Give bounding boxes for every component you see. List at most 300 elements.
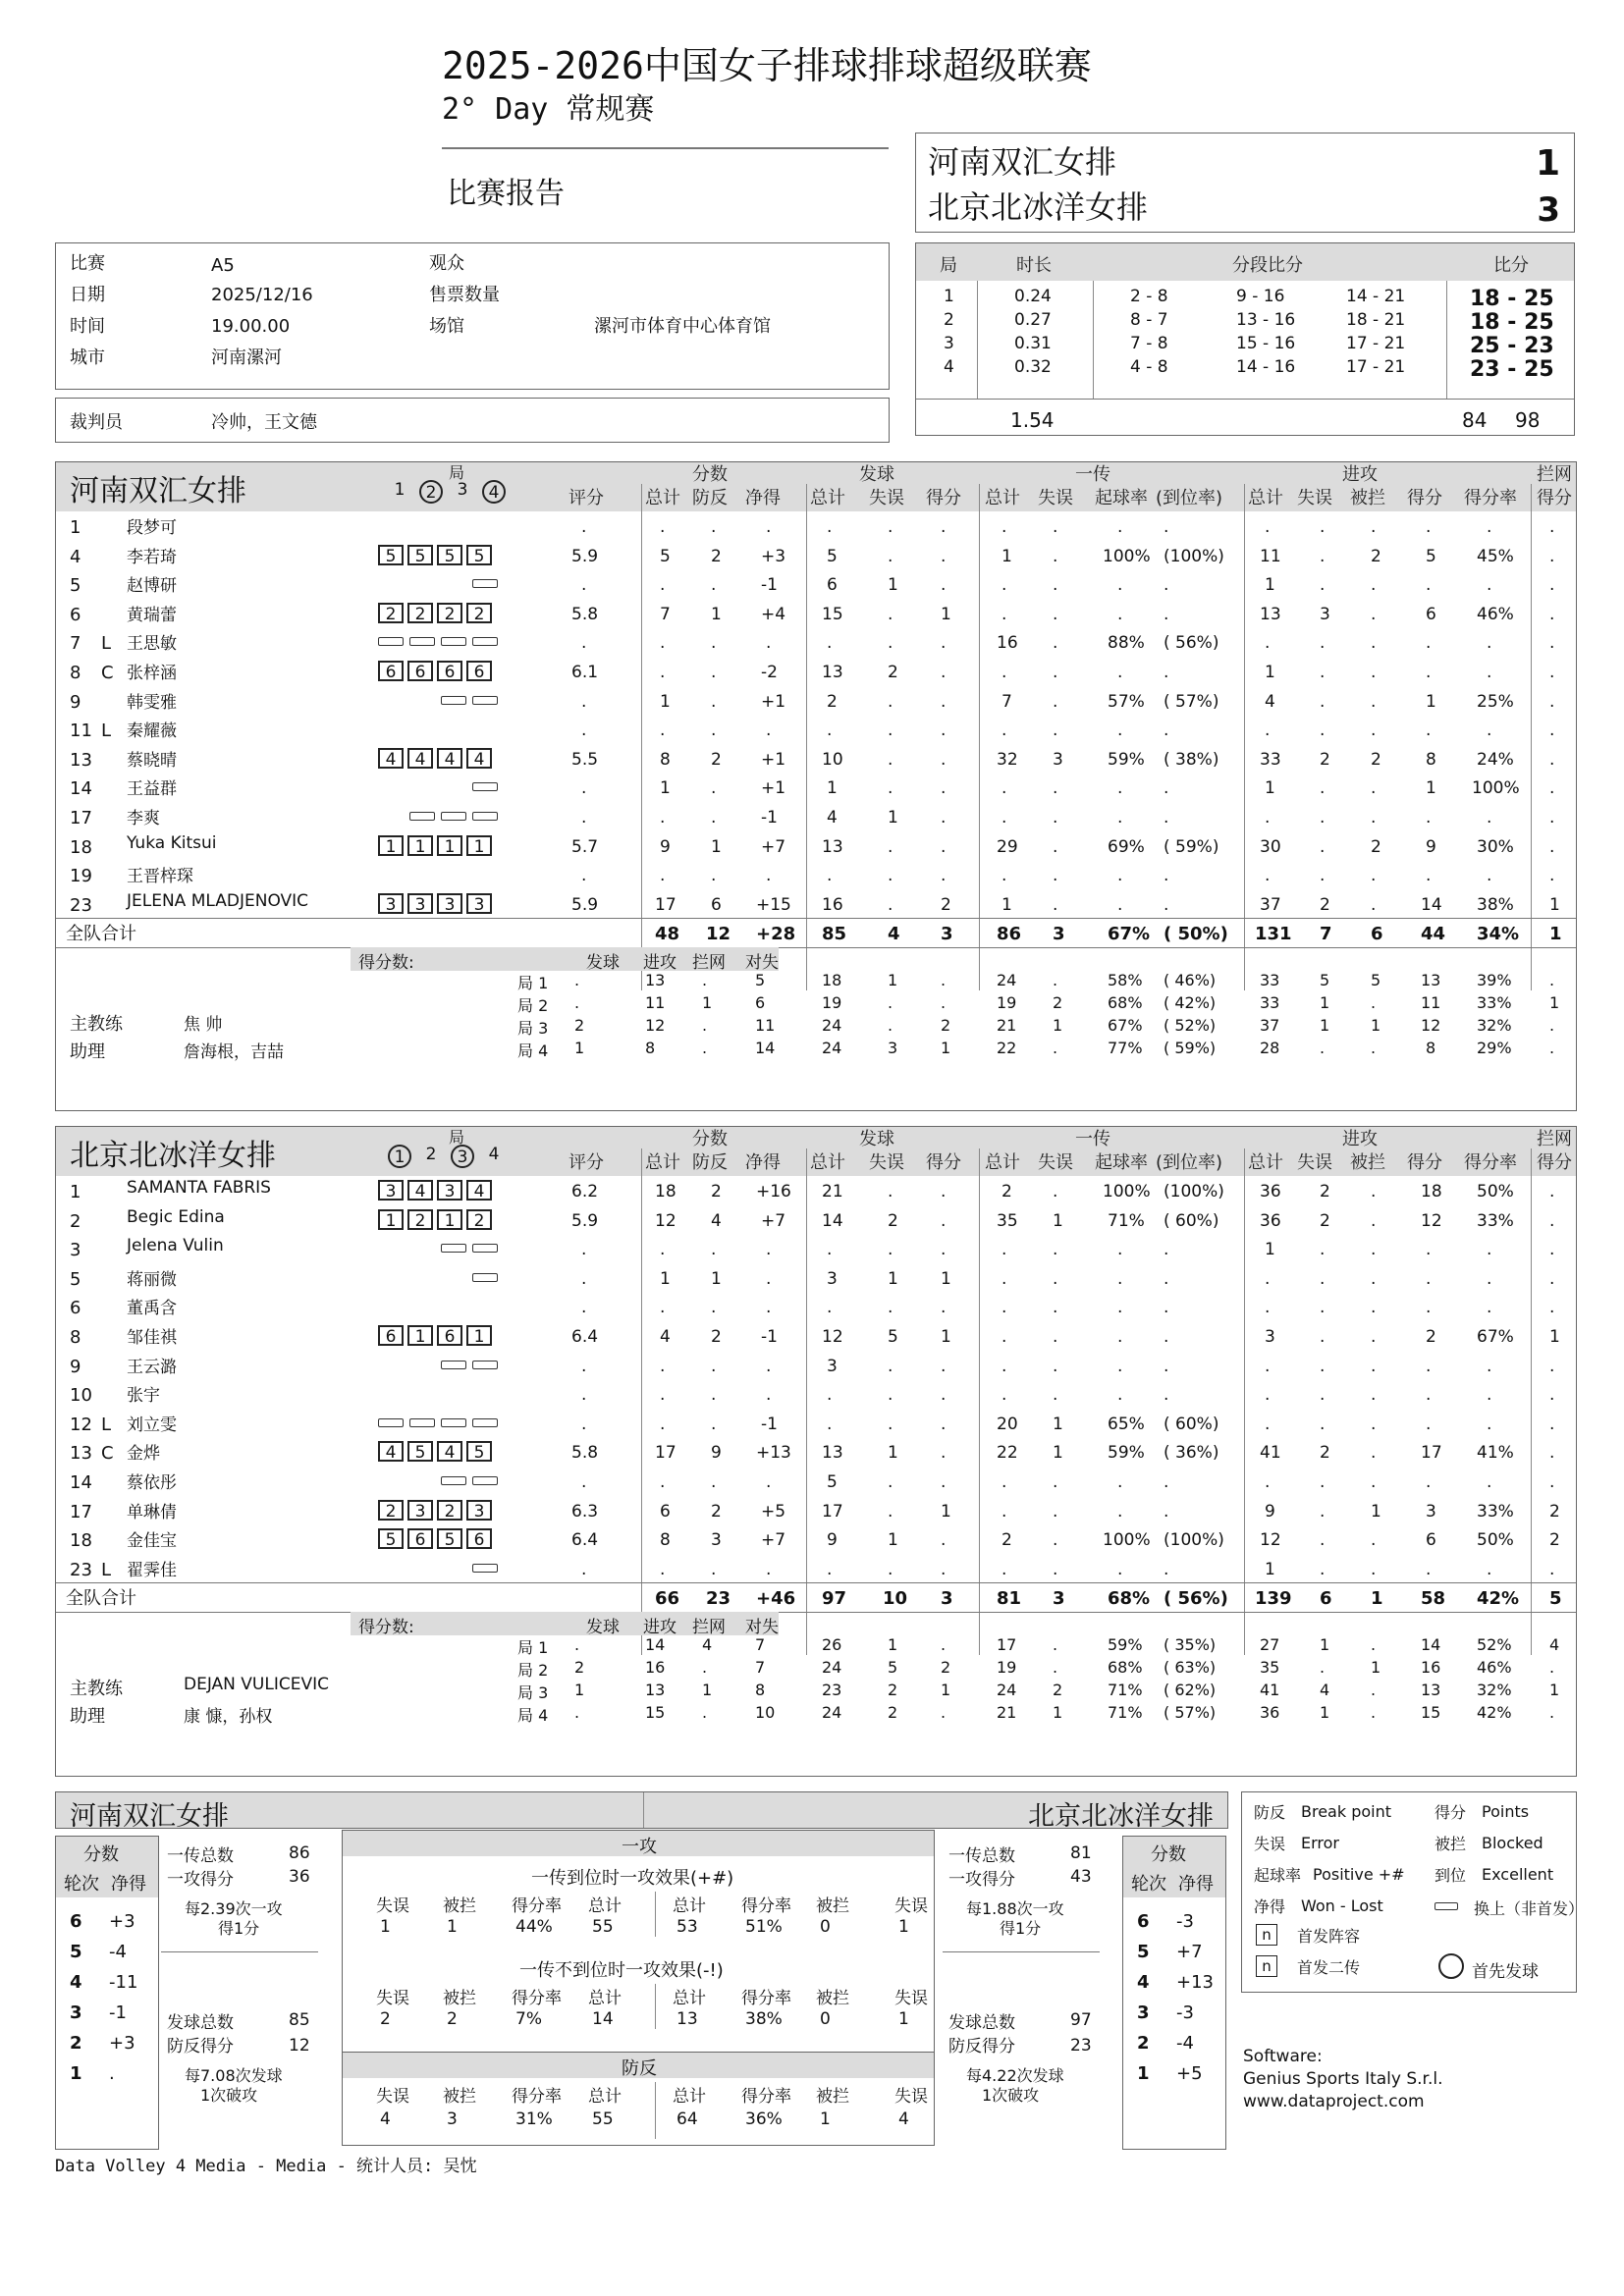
stat-a-pct: . — [1487, 517, 1492, 537]
stat-s-err: . — [888, 604, 893, 624]
stat-a-blo: 1 — [1371, 1501, 1381, 1522]
set-position-box: 1 — [407, 835, 433, 856]
stat-bp: . — [711, 633, 717, 654]
stat-r-tot: . — [1001, 778, 1007, 799]
stat-s-err: . — [888, 1501, 893, 1522]
stat-tot: 4 — [660, 1327, 671, 1347]
substitution-marks — [378, 637, 498, 646]
stat-a-blo: . — [1371, 1530, 1377, 1551]
stat-r-tot: . — [1001, 1501, 1007, 1522]
stat-a-blo: . — [1371, 1327, 1377, 1347]
set-partial-3: 17 - 21 — [1346, 334, 1406, 353]
software-url[interactable]: www.dataproject.com — [1243, 2092, 1425, 2111]
per-set-r-pos: 71% — [1108, 1681, 1143, 1700]
fa-points-value: 43 — [1070, 1867, 1092, 1887]
bp-points-value: 12 — [289, 2036, 310, 2056]
team-total-bp: 12 — [706, 924, 731, 945]
legend-term: 起球率 — [1254, 1866, 1302, 1885]
sets-table — [915, 242, 1575, 436]
stat-s-tot: 13 — [822, 1443, 843, 1464]
column-header-bp: 防反 — [692, 1152, 728, 1173]
player-number: 17 — [70, 1501, 92, 1522]
per-set-a-err: . — [1320, 1658, 1326, 1678]
stat-a-tot: . — [1265, 721, 1271, 741]
set-position-box: 4 — [378, 1441, 404, 1462]
team-total-label: 全队合计 — [66, 924, 136, 945]
stat-s-tot: 21 — [822, 1182, 843, 1201]
column-header-r-exc: (到位率) — [1156, 488, 1223, 508]
stat-tot: 18 — [655, 1182, 677, 1201]
stat-a-pct: . — [1487, 866, 1492, 886]
stat-a-pct: 38% — [1477, 894, 1514, 915]
stat-s-err: 1 — [888, 1443, 898, 1464]
team-name: 北京北冰洋女排 — [70, 1139, 276, 1173]
stat-s-err: . — [888, 1240, 893, 1260]
first-attack-col-header: 得分率 — [512, 1989, 562, 2008]
stat-bp: 6 — [711, 894, 722, 915]
per-set-a-pts: 15 — [1421, 1703, 1441, 1723]
player-number: 10 — [70, 1385, 92, 1407]
bad-reception-value: 13 — [677, 2009, 698, 2029]
stat-bp: 1 — [711, 604, 722, 624]
stat-r-pos: . — [1117, 1240, 1123, 1260]
set-number: 3 — [944, 334, 954, 353]
stat-wl: . — [766, 721, 772, 741]
set-partial-2: 13 - 16 — [1236, 310, 1296, 330]
rotation-title: 分数 — [1151, 1844, 1186, 1865]
attack-group-header: 进攻 — [1342, 464, 1378, 485]
away-efficiency-panel — [943, 1836, 1100, 2130]
column-header-a-pts: 得分 — [1407, 1152, 1442, 1173]
stat-b-pts: . — [1549, 749, 1555, 770]
stat-r-err: . — [1053, 575, 1058, 596]
stat-bp: 2 — [711, 1327, 722, 1347]
stat-s-err: 1 — [888, 575, 898, 596]
stat-b-pts: . — [1549, 836, 1555, 857]
stat-r-tot: . — [1001, 1385, 1007, 1406]
stat-rate: . — [581, 778, 587, 799]
stat-s-tot: . — [827, 633, 833, 654]
substitution-mark — [409, 1418, 435, 1427]
stat-r-err: . — [1053, 1240, 1058, 1260]
stat-bp: . — [711, 1559, 717, 1579]
stat-r-exc: ( 60%) — [1164, 1210, 1219, 1231]
first-serve-label: 首先发球 — [1472, 1962, 1539, 1982]
stat-s-tot: 3 — [827, 1268, 838, 1289]
stat-r-err: . — [1053, 633, 1058, 654]
stat-a-pct: 46% — [1477, 604, 1514, 624]
per-set-a-err: 1 — [1320, 1635, 1330, 1655]
set-number-header: 2 — [419, 480, 443, 504]
team-total-label: 全队合计 — [66, 1588, 136, 1610]
stat-a-tot: . — [1265, 1298, 1271, 1318]
per-set-r-tot: 21 — [997, 1703, 1017, 1723]
stat-rate: . — [581, 1559, 587, 1579]
fa-note: 每1.88次一攻 — [966, 1899, 1064, 1918]
stat-r-exc: . — [1164, 1559, 1169, 1579]
first-attack-col-header: 被拦 — [443, 1989, 476, 2008]
stat-r-pos: 88% — [1108, 633, 1145, 654]
player-name: 邹佳祺 — [127, 1328, 177, 1348]
per-set-r-tot: 19 — [997, 1658, 1017, 1678]
set-position-box: 6 — [378, 1325, 404, 1346]
column-header-r-err: 失误 — [1038, 1152, 1073, 1173]
stat-wl: +1 — [761, 778, 786, 799]
stat-s-pts: 1 — [941, 1327, 951, 1347]
player-row — [56, 686, 1576, 716]
start-setter-label: 首发二传 — [1297, 1958, 1361, 1977]
break-point-divider — [655, 2082, 656, 2139]
per-set-block: . — [702, 1039, 708, 1058]
substitution-mark — [441, 1418, 466, 1427]
totals-separator — [56, 1582, 1576, 1583]
team-total-r-tot: 81 — [997, 1588, 1022, 1610]
rotation-net: -1 — [109, 2002, 127, 2023]
legend-meaning: Positive +# — [1313, 1865, 1405, 1884]
team-total-b-pts: 5 — [1549, 1588, 1562, 1610]
stat-wl: +15 — [756, 894, 791, 915]
stat-rate: . — [581, 575, 587, 596]
stat-r-pos: . — [1117, 1327, 1123, 1347]
fa-note: 得1分 — [1000, 1919, 1042, 1938]
player-row — [56, 1351, 1576, 1380]
away-team-name: 北京北冰洋女排 — [928, 188, 1149, 226]
player-number: 9 — [70, 1356, 81, 1377]
stat-r-pos: . — [1117, 778, 1123, 799]
stat-r-err: . — [1053, 866, 1058, 886]
substitution-marks — [441, 696, 498, 705]
column-header-r-pos: 起球率 — [1095, 488, 1148, 508]
city-label: 城市 — [70, 347, 105, 368]
stat-a-blo: . — [1371, 1182, 1377, 1201]
per-set-a-blo: 5 — [1371, 971, 1381, 990]
per-set-r-err: 2 — [1053, 1681, 1063, 1700]
stat-a-pct: . — [1487, 663, 1492, 682]
stat-r-err: . — [1053, 1530, 1058, 1551]
rotation-net: -4 — [109, 1942, 127, 1962]
break-point-col-header: 失误 — [376, 2087, 409, 2107]
stat-tot: . — [660, 721, 666, 741]
team-total-s-tot: 85 — [822, 924, 847, 945]
stat-a-tot: 37 — [1260, 894, 1281, 915]
set-lineup-boxes — [378, 1209, 492, 1230]
stat-r-exc: . — [1164, 1356, 1169, 1376]
stat-r-pos: . — [1117, 1385, 1123, 1406]
stat-a-err: . — [1320, 1385, 1326, 1406]
stat-s-pts: . — [941, 663, 947, 682]
legend-meaning: 换上（非首发） — [1474, 1899, 1585, 1918]
stat-a-pct: 25% — [1477, 691, 1514, 712]
break-point-col-header: 总计 — [673, 2087, 706, 2107]
stat-s-pts: . — [941, 517, 947, 537]
stat-b-pts: . — [1549, 1559, 1555, 1579]
points-group-header: 分数 — [692, 464, 728, 485]
stat-bp: . — [711, 778, 717, 799]
stat-s-tot: 6 — [827, 575, 838, 596]
player-number: 14 — [70, 1472, 92, 1493]
stat-s-tot: . — [827, 517, 833, 537]
stat-a-blo: . — [1371, 663, 1377, 682]
set-position-box: 4 — [437, 1441, 462, 1462]
first-attack-col-header: 被拦 — [816, 1989, 849, 2008]
stat-s-pts: 2 — [941, 894, 951, 915]
per-set-a-tot: 35 — [1260, 1658, 1280, 1678]
per-set-block: . — [702, 971, 708, 990]
stat-a-pts: . — [1426, 1559, 1432, 1579]
per-set-s-tot: 24 — [822, 1039, 842, 1058]
set-number: 2 — [944, 310, 954, 330]
per-set-s-err: 1 — [888, 1635, 898, 1655]
stat-wl: +13 — [756, 1443, 791, 1464]
stat-r-err: 1 — [1053, 1414, 1063, 1434]
substitution-marks — [441, 1244, 498, 1253]
per-set-a-pct: 32% — [1477, 1681, 1512, 1700]
stat-a-pct: 41% — [1477, 1443, 1514, 1464]
stat-r-err: 1 — [1053, 1443, 1063, 1464]
stat-a-pts: 1 — [1426, 778, 1436, 799]
first-attack-col-header: 失误 — [894, 1896, 928, 1916]
break-point-value: 4 — [898, 2109, 909, 2129]
per-set-r-tot: 22 — [997, 1039, 1017, 1058]
column-header-r-pos: 起球率 — [1095, 1152, 1148, 1173]
per-set-a-pts: 13 — [1421, 971, 1441, 990]
set-lineup-boxes — [378, 1441, 492, 1462]
substitution-mark — [472, 1418, 498, 1427]
stat-rate: . — [581, 808, 587, 828]
fa-note: 得1分 — [218, 1919, 260, 1938]
player-name: 张梓涵 — [127, 664, 177, 683]
rotation-number: 5 — [1137, 1942, 1150, 1962]
good-reception-value: 55 — [592, 1917, 614, 1937]
rotation-col-header: 净得 — [111, 1874, 146, 1895]
legend-term: 得分 — [1435, 1803, 1467, 1822]
date-label: 日期 — [70, 285, 105, 305]
per-set-a-blo: 1 — [1371, 1658, 1381, 1678]
stat-bp: 2 — [711, 546, 722, 566]
per-set-r-err: . — [1053, 1039, 1058, 1058]
stat-a-blo: . — [1371, 1472, 1377, 1492]
set-position-box: 2 — [466, 603, 492, 623]
substitution-mark — [441, 1476, 466, 1485]
stat-a-pts: 5 — [1426, 546, 1436, 566]
stat-wl: -1 — [761, 1327, 778, 1347]
per-set-s-tot: 24 — [822, 1703, 842, 1723]
set-position-box: 6 — [378, 661, 404, 681]
stat-wl: +3 — [761, 546, 786, 566]
bad-reception-value: 14 — [592, 2009, 614, 2029]
per-set-r-pos: 58% — [1108, 971, 1143, 990]
player-number: 23 — [70, 894, 92, 916]
team-total-a-tot: 139 — [1255, 1588, 1292, 1610]
reception-group-header: 一传 — [1075, 1129, 1110, 1149]
stat-r-pos: . — [1117, 1501, 1123, 1522]
stat-a-tot: . — [1265, 517, 1271, 537]
stat-rate: 6.4 — [571, 1327, 599, 1347]
stat-a-pct: 100% — [1472, 778, 1520, 799]
per-set-serve: . — [574, 971, 580, 990]
stat-a-pct: 67% — [1477, 1327, 1514, 1347]
stat-a-tot: . — [1265, 866, 1271, 886]
stat-bp: 3 — [711, 1530, 722, 1551]
set-lineup-boxes — [378, 1500, 492, 1521]
stat-rate: 5.8 — [571, 604, 599, 624]
player-row — [56, 889, 1576, 919]
away-team-stats — [55, 1126, 1577, 1777]
stat-r-err: . — [1053, 1356, 1058, 1376]
stat-a-pts: 2 — [1426, 1327, 1436, 1347]
set-lineup-boxes — [378, 545, 492, 565]
city-value: 河南漯河 — [211, 347, 282, 368]
per-set-r-err: . — [1053, 971, 1058, 990]
player-name: 王晋梓琛 — [127, 867, 193, 887]
column-header-s-err: 失误 — [869, 1152, 904, 1173]
stat-s-err: . — [888, 517, 893, 537]
stat-b-pts: . — [1549, 604, 1555, 624]
per-set-r-exc: ( 62%) — [1164, 1681, 1217, 1700]
stat-r-pos: . — [1117, 1298, 1123, 1318]
totals-separator — [56, 918, 1576, 919]
per-set-b-pts: . — [1549, 1016, 1555, 1036]
stat-r-pos: . — [1117, 604, 1123, 624]
stat-a-tot: 12 — [1260, 1530, 1281, 1551]
team-total-s-err: 10 — [883, 1588, 908, 1610]
set-partial-3: 17 - 21 — [1346, 357, 1406, 377]
stat-s-pts: . — [941, 1182, 947, 1201]
set-position-box: 5 — [407, 545, 433, 565]
per-set-b-pts: . — [1549, 1703, 1555, 1723]
set-partial-1: 8 - 7 — [1130, 310, 1168, 330]
per-set-a-tot: 41 — [1260, 1681, 1280, 1700]
stat-a-pts: . — [1426, 808, 1432, 828]
player-name: Jelena Vulin — [127, 1236, 224, 1256]
per-set-attack: 12 — [645, 1016, 666, 1036]
tickets-label: 售票数量 — [429, 285, 500, 305]
set-position-box: 6 — [437, 661, 462, 681]
player-row — [56, 831, 1576, 861]
stat-rate: 5.8 — [571, 1443, 599, 1464]
bad-reception-value: 7% — [515, 2009, 542, 2029]
per-set-s-pts: 2 — [941, 1016, 951, 1036]
per-set-r-exc: ( 35%) — [1164, 1635, 1217, 1655]
stat-tot: 17 — [655, 894, 677, 915]
first-attack-col-header: 被拦 — [816, 1896, 849, 1916]
set-duration: 0.24 — [1014, 287, 1052, 306]
stat-bp: . — [711, 1472, 717, 1492]
stat-r-pos: 65% — [1108, 1414, 1145, 1434]
stat-tot: 1 — [660, 1268, 671, 1289]
stat-a-pts: 18 — [1421, 1182, 1442, 1201]
stat-a-pct: . — [1487, 1240, 1492, 1260]
per-set-r-tot: 17 — [997, 1635, 1017, 1655]
stat-a-blo: . — [1371, 1443, 1377, 1464]
stat-bp: . — [711, 517, 717, 537]
stat-a-err: . — [1320, 1356, 1326, 1376]
per-set-s-tot: 19 — [822, 993, 842, 1013]
stat-tot: 8 — [660, 749, 671, 770]
match-value: A5 — [211, 255, 235, 276]
substitution-marks — [472, 782, 498, 791]
stat-rate: . — [581, 691, 587, 712]
per-set-opp-errors: 6 — [755, 993, 766, 1013]
stat-tot: . — [660, 663, 666, 682]
stat-b-pts: . — [1549, 575, 1555, 596]
stat-tot: 1 — [660, 691, 671, 712]
stat-s-pts: . — [941, 866, 947, 886]
stat-b-pts: . — [1549, 633, 1555, 654]
set-lineup-boxes — [378, 748, 492, 769]
stat-r-err: . — [1053, 1327, 1058, 1347]
stat-r-exc: . — [1164, 1385, 1169, 1406]
head-coach-label: 主教练 — [70, 1014, 123, 1036]
stat-wl: -1 — [761, 575, 778, 596]
stat-r-exc: (100%) — [1164, 1530, 1224, 1551]
stat-r-err: . — [1053, 1501, 1058, 1522]
column-header-r-exc: (到位率) — [1156, 1152, 1223, 1173]
per-set-r-pos: 67% — [1108, 1016, 1143, 1036]
points-col-header: 发球 — [586, 1618, 620, 1638]
player-name: 蔡晓晴 — [127, 750, 177, 771]
report-label: 比赛报告 — [447, 177, 565, 211]
stat-r-exc: . — [1164, 866, 1169, 886]
player-number: 14 — [70, 778, 92, 800]
assistant-names: 詹海根，吉喆 — [184, 1042, 284, 1063]
stat-a-pts: 8 — [1426, 749, 1436, 770]
stat-a-tot: 1 — [1265, 663, 1275, 682]
per-set-a-pct: 29% — [1477, 1039, 1512, 1058]
stat-wl: . — [766, 1298, 772, 1318]
stat-a-err: . — [1320, 546, 1326, 566]
stat-rate: 6.2 — [571, 1182, 599, 1201]
player-number: 6 — [70, 604, 81, 625]
stat-tot: 8 — [660, 1530, 671, 1551]
per-set-a-err: 1 — [1320, 1703, 1330, 1723]
stat-bp: . — [711, 1414, 717, 1434]
per-set-r-err: 1 — [1053, 1703, 1063, 1723]
set-score: 25 - 23 — [1470, 334, 1554, 358]
stat-r-exc: (100%) — [1164, 546, 1224, 566]
player-name: 赵博研 — [127, 576, 177, 597]
stat-r-tot: 2 — [1001, 1530, 1012, 1551]
stat-a-pts: . — [1426, 517, 1432, 537]
substitution-mark — [472, 1273, 498, 1282]
set-lineup-boxes — [378, 661, 492, 681]
points-col-header: 发球 — [586, 953, 620, 974]
column-header-s-pts: 得分 — [926, 488, 961, 508]
team-total-r-exc: ( 50%) — [1164, 924, 1228, 945]
set-number-header: 4 — [488, 1145, 500, 1164]
stat-s-err: . — [888, 894, 893, 915]
per-set-block: 4 — [702, 1635, 713, 1655]
per-set-r-exc: ( 42%) — [1164, 993, 1217, 1013]
stat-r-err: . — [1053, 836, 1058, 857]
stat-a-pts: 17 — [1421, 1443, 1442, 1464]
stat-s-tot: 9 — [827, 1530, 838, 1551]
stat-r-pos: . — [1117, 1559, 1123, 1579]
set-position-box: 1 — [407, 1325, 433, 1346]
stat-a-tot: 36 — [1260, 1182, 1281, 1201]
stat-a-err: . — [1320, 1501, 1326, 1522]
player-row — [56, 1554, 1576, 1583]
assistant-names: 康 慷，孙权 — [184, 1707, 273, 1728]
substitution-mark — [441, 637, 466, 646]
rotation-number: 3 — [70, 2002, 82, 2023]
set-number-header: 2 — [425, 1145, 437, 1164]
player-name: 刘立雯 — [127, 1415, 177, 1435]
stat-wl: +4 — [761, 604, 786, 624]
stat-a-tot: . — [1265, 1414, 1271, 1434]
substitution-mark — [472, 1564, 498, 1573]
per-set-r-err: 2 — [1053, 993, 1063, 1013]
